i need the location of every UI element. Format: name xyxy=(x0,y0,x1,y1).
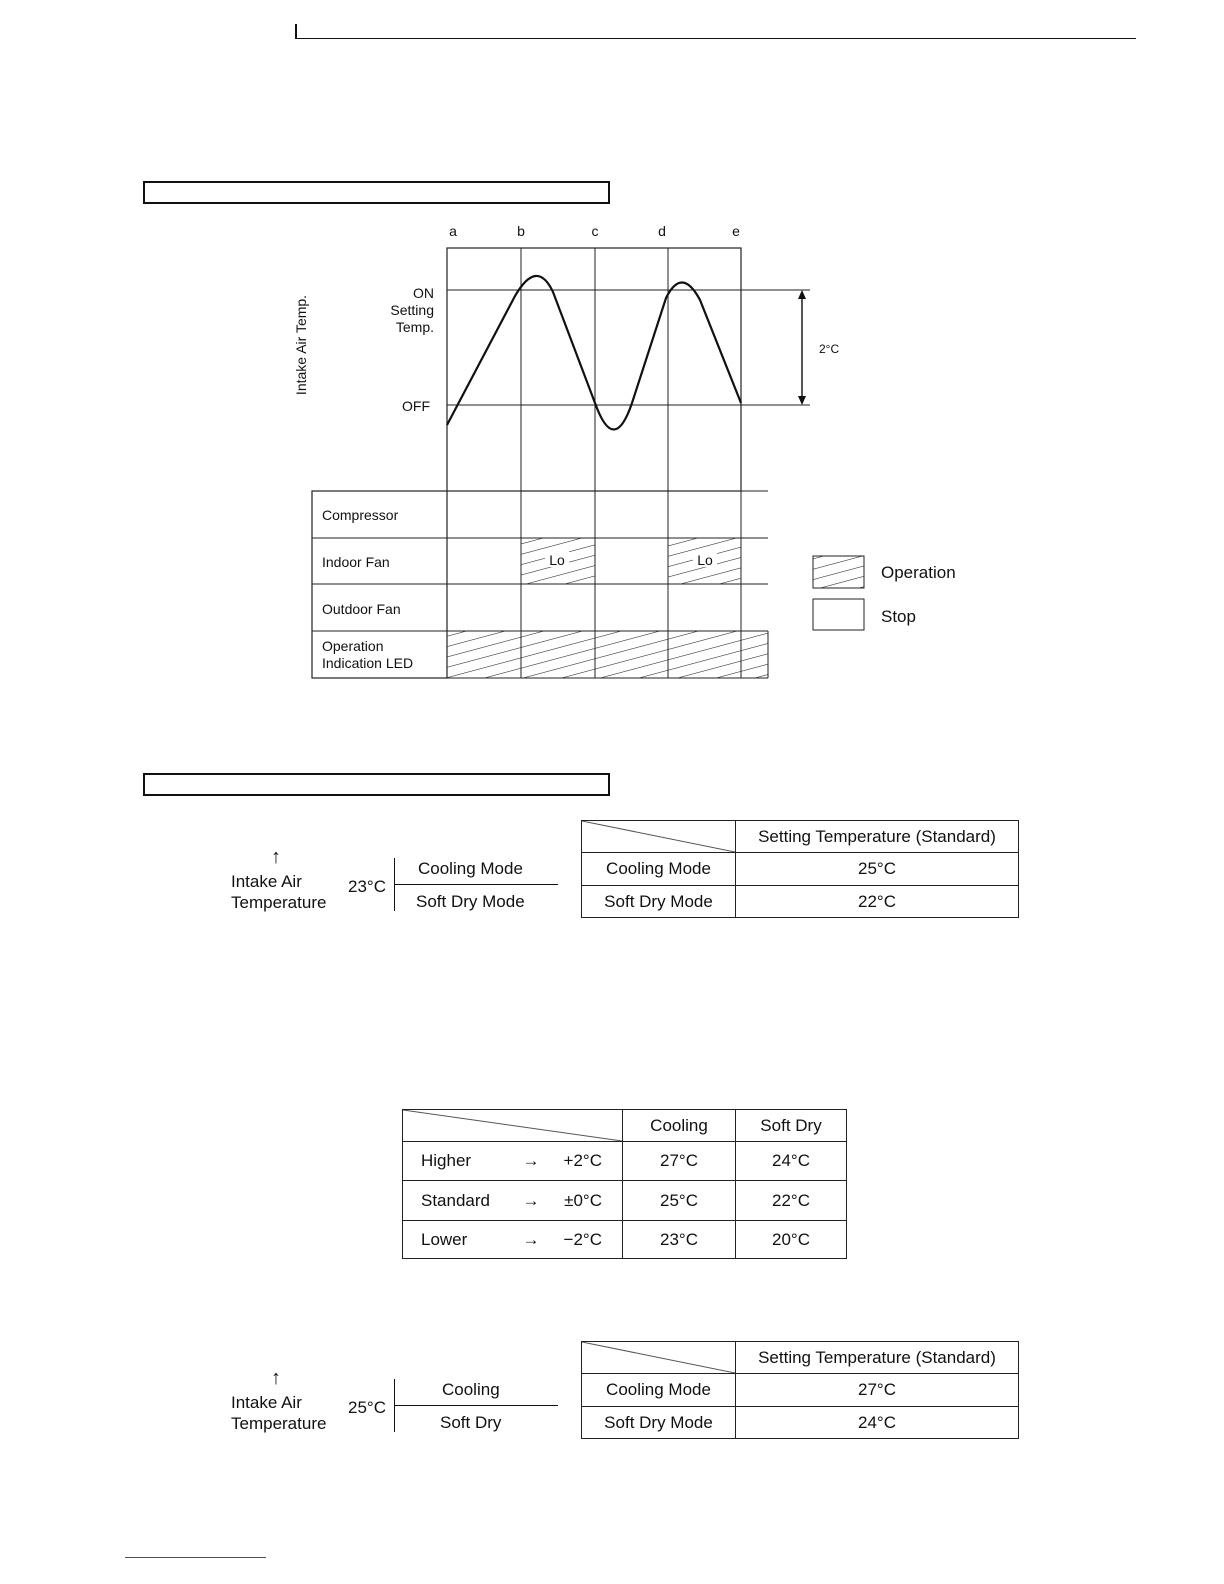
adjust-name: Standard xyxy=(421,1190,490,1210)
right-arrow-icon: → xyxy=(522,1151,540,1170)
row-label-indoor-fan: Indoor Fan xyxy=(322,554,390,570)
soft-dry-temp: 24°C xyxy=(736,1142,847,1181)
upper-mode-label: Cooling Mode xyxy=(418,859,523,878)
adjust-name: Higher xyxy=(421,1151,472,1170)
adjust-name: Lower xyxy=(421,1229,468,1249)
temp-adjust-table xyxy=(402,1109,847,1259)
intake-temperature-label: Temperature xyxy=(231,893,327,912)
graph-frame xyxy=(447,248,741,491)
table-corner-cell xyxy=(582,821,736,853)
setting-temp-label: Temp. xyxy=(395,319,434,335)
col-label-e: e xyxy=(732,223,740,239)
differential-label: 2°C xyxy=(819,342,840,356)
table-row-temp: 24°C xyxy=(736,1407,1019,1439)
row-label-outdoor-fan: Outdoor Fan xyxy=(322,601,401,617)
table-header: Setting Temperature (Standard) xyxy=(736,821,1019,853)
right-arrow-icon: → xyxy=(522,1190,540,1210)
table-corner-cell xyxy=(582,1342,736,1374)
upper-mode-label: Cooling xyxy=(442,1380,500,1399)
intake-air-label: Intake Air xyxy=(231,1393,302,1412)
table-row-mode: Soft Dry Mode xyxy=(582,886,736,918)
row-label-operation: Operation xyxy=(322,638,384,654)
lower-mode-label: Soft Dry xyxy=(440,1413,502,1432)
threshold-temp: 23°C xyxy=(348,877,386,896)
differential-arrow-head-up xyxy=(798,290,806,299)
soft-dry-temp: 22°C xyxy=(736,1181,847,1221)
legend-stop-swatch xyxy=(813,599,864,630)
row-label-compressor: Compressor xyxy=(322,507,399,523)
footer-link-underline xyxy=(125,1557,266,1558)
setting-temp-table-1 xyxy=(581,820,1019,918)
off-label: OFF xyxy=(402,398,430,414)
table-row-mode: Soft Dry Mode xyxy=(582,1407,736,1439)
table-row-mode: Cooling Mode xyxy=(582,1374,736,1407)
timing-chart xyxy=(0,0,1224,700)
cooling-temp: 27°C xyxy=(623,1142,736,1181)
table-header: Setting Temperature (Standard) xyxy=(736,1342,1019,1374)
table-row-temp: 25°C xyxy=(736,853,1019,886)
intake-temp-curve xyxy=(447,276,741,430)
setting-temp-table-2 xyxy=(581,1341,1019,1439)
legend-operation-swatch xyxy=(813,556,864,588)
table-corner-cell xyxy=(403,1110,623,1142)
cooling-temp: 23°C xyxy=(623,1221,736,1259)
fan-speed-lo-1: Lo xyxy=(549,552,565,568)
adjust-row-label xyxy=(403,1181,623,1221)
table-row-temp: 27°C xyxy=(736,1374,1019,1407)
adjust-row-label xyxy=(403,1221,623,1259)
legend-operation-label: Operation xyxy=(881,563,956,582)
col-label-d: d xyxy=(658,223,666,239)
adjust-offset: +2°C xyxy=(563,1151,602,1170)
up-arrow-icon: ↑ xyxy=(271,846,281,868)
fan-speed-lo-2: Lo xyxy=(697,552,713,568)
differential-arrow-head-down xyxy=(798,396,806,405)
header-cooling: Cooling xyxy=(623,1110,736,1142)
col-label-c: c xyxy=(591,223,599,239)
intake-temperature-label: Temperature xyxy=(231,1414,327,1433)
soft-dry-temp: 20°C xyxy=(736,1221,847,1259)
col-label-a: a xyxy=(449,223,457,239)
col-label-b: b xyxy=(517,223,525,239)
intake-air-label: Intake Air xyxy=(231,872,302,891)
table-row-temp: 22°C xyxy=(736,886,1019,918)
y-axis-label: Intake Air Temp. xyxy=(293,294,309,396)
bracket-horizontal xyxy=(394,1405,558,1406)
setting-label: Setting xyxy=(390,302,434,318)
table-row-mode: Cooling Mode xyxy=(582,853,736,886)
on-label: ON xyxy=(413,285,434,301)
cooling-temp: 25°C xyxy=(623,1181,736,1221)
header-soft-dry: Soft Dry xyxy=(736,1110,847,1142)
led-operation-block xyxy=(447,631,768,678)
adjust-row-label xyxy=(403,1142,623,1181)
up-arrow-icon: ↑ xyxy=(271,1367,281,1389)
right-arrow-icon: → xyxy=(522,1229,540,1249)
adjust-offset: −2°C xyxy=(563,1229,602,1249)
row-label-indication-led: Indication LED xyxy=(322,655,414,671)
lower-mode-label: Soft Dry Mode xyxy=(416,892,525,911)
adjust-offset: ±0°C xyxy=(564,1190,602,1210)
bracket-horizontal xyxy=(394,884,558,885)
legend-stop-label: Stop xyxy=(881,607,916,626)
threshold-temp: 25°C xyxy=(348,1398,386,1417)
section-heading-box-2 xyxy=(143,773,610,796)
